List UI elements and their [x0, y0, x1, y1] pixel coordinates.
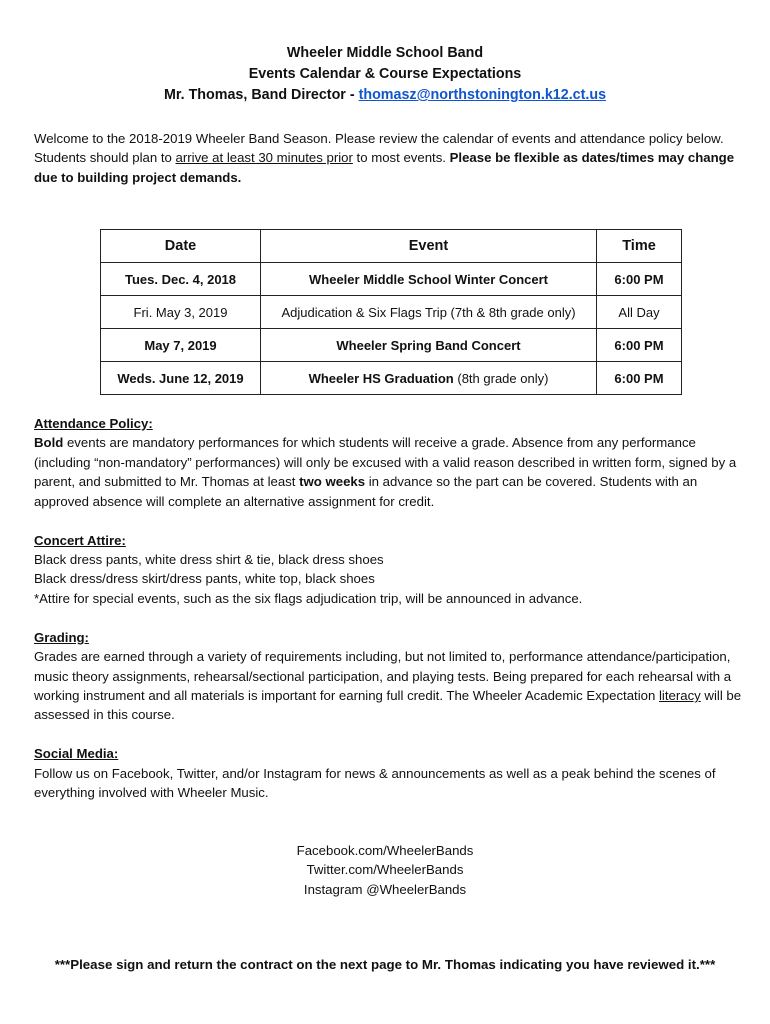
- intro-paragraph: [34, 129, 746, 187]
- table-row: [101, 296, 682, 329]
- instagram-link[interactable]: Instagram @WheelerBands: [303, 881, 467, 897]
- header-event: Event: [261, 230, 597, 263]
- intro-arrival-note: arrive at least 30 minutes prior: [175, 150, 353, 166]
- event-date: Weds. June 12, 2019: [101, 362, 261, 395]
- attendance-bold-word: Bold: [34, 435, 64, 451]
- event-time: All Day: [597, 296, 682, 329]
- attendance-two-weeks: two weeks: [299, 474, 366, 490]
- attendance-text-2: in advance so the part can be covered. Students with an approved absence will complete an alternative assignment for credit.: [34, 474, 698, 509]
- header-time: Time: [597, 230, 682, 263]
- event-name: Wheeler Middle School Winter Concert: [261, 263, 597, 296]
- table-row: [101, 263, 682, 296]
- event-time: 6:00 PM: [597, 329, 682, 362]
- attire-line: *Attire for special events, such as the six flags adjudication trip, will be announced in advance.: [34, 590, 583, 606]
- attire-line: Black dress/dress skirt/dress pants, white top, black shoes: [34, 571, 375, 587]
- attire-section: [34, 531, 746, 609]
- grading-text: [34, 647, 746, 725]
- event-name: Adjudication & Six Flags Trip (7th & 8th grade only): [261, 296, 597, 329]
- event-name: Wheeler Spring Band Concert: [261, 329, 597, 362]
- footer-note: ***Please sign and return the contract on the next page to Mr. Thomas indicating you have reviewed it.***: [54, 957, 716, 972]
- twitter-link[interactable]: Twitter.com/WheelerBands: [306, 862, 464, 878]
- attendance-text: [34, 433, 746, 511]
- document-header: [0, 43, 770, 106]
- director-line: [0, 85, 770, 106]
- event-date: Tues. Dec. 4, 2018: [101, 263, 261, 296]
- events-table: [100, 229, 682, 395]
- calendar-title: Events Calendar & Course Expectations: [248, 66, 522, 82]
- attendance-text-1: events are mandatory performances for which students will receive a grade. Absence from any performance (including “non-mandatory” performances) will only be excused with a valid reason described in written form, signed by a parent, and submitted to Mr. Thomas at least: [34, 435, 737, 490]
- attendance-section: [34, 414, 746, 511]
- grading-literacy: literacy: [658, 688, 701, 704]
- event-date: May 7, 2019: [101, 329, 261, 362]
- table-row: [101, 362, 682, 395]
- social-media-text: Follow us on Facebook, Twitter, and/or Instagram for news & announcements as well as a peak behind the scenes of everything involved with Wheeler Music.: [34, 765, 716, 801]
- event-time: 6:00 PM: [597, 263, 682, 296]
- facebook-link[interactable]: Facebook.com/WheelerBands: [296, 843, 474, 858]
- policy-sections: [34, 414, 746, 822]
- intro-flexibility-note: Please be flexible as dates/times may change due to building project demands.: [34, 150, 735, 185]
- event-name-cell: [261, 362, 597, 395]
- event-time: 6:00 PM: [597, 362, 682, 395]
- attendance-title: Attendance Policy:: [34, 416, 153, 431]
- table-row: [101, 329, 682, 362]
- social-media-title: Social Media:: [34, 746, 119, 762]
- social-media-section: [34, 744, 746, 802]
- intro-text-2: to most events.: [352, 150, 450, 166]
- event-note: (8th grade only): [453, 370, 549, 386]
- school-band-title: Wheeler Middle School Band: [286, 45, 484, 61]
- grading-title: Grading:: [34, 629, 89, 645]
- header-date: Date: [101, 230, 261, 263]
- director-name: Mr. Thomas, Band Director -: [163, 87, 359, 103]
- grading-text-1: Grades are earned through a variety of requirements including, but not limited to, performance attendance/participation, music theory assignments, rehearsal/sectional participation, and playing tests. Being prepared for each rehearsal with a working instrument and all materials is important for earning full credit. The Wheeler Academic Expectation: [34, 649, 732, 704]
- grading-text-2: will be assessed in this course.: [34, 688, 742, 723]
- attire-title: Concert Attire:: [34, 532, 126, 548]
- event-name: Wheeler HS Graduation: [308, 370, 454, 386]
- social-links: [0, 841, 770, 899]
- grading-section: [34, 628, 746, 725]
- attire-line: Black dress pants, white dress shirt & tie, black dress shoes: [34, 552, 384, 568]
- event-date: Fri. May 3, 2019: [101, 296, 261, 329]
- director-email-link[interactable]: thomasz@northstonington.k12.ct.us: [358, 87, 607, 103]
- intro-text-1: Welcome to the 2018-2019 Wheeler Band Season. Please review the calendar of events and attendance policy below. Students should plan to: [34, 131, 724, 166]
- events-table-header: [101, 230, 682, 263]
